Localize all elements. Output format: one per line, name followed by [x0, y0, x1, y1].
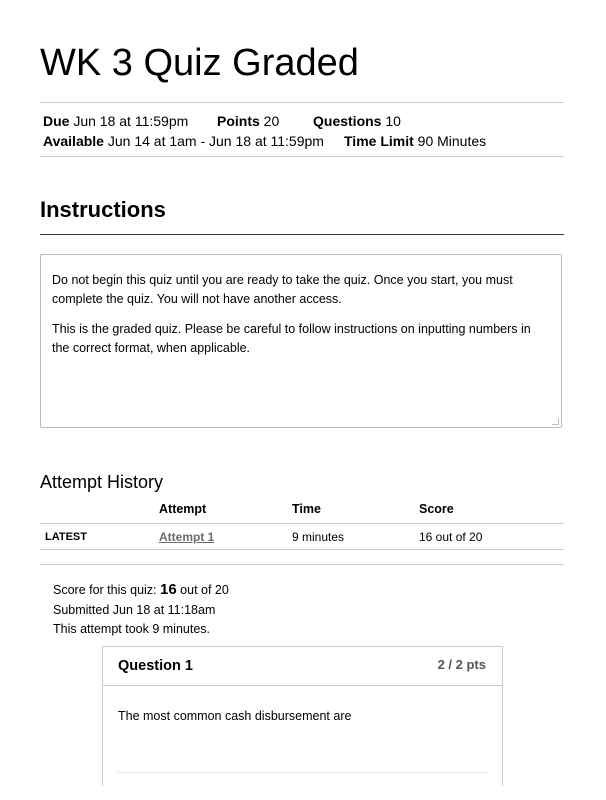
available-info — [43, 132, 324, 150]
question-card — [102, 646, 503, 786]
points-label: Points — [217, 113, 260, 129]
question-header — [103, 647, 502, 686]
divider — [40, 102, 564, 103]
divider — [40, 234, 564, 235]
due-value: Jun 18 at 11:59pm — [73, 113, 189, 129]
points-value: 20 — [263, 113, 280, 129]
attempt-history-table — [40, 502, 564, 550]
questions-info — [313, 112, 401, 130]
instructions-heading: Instructions — [40, 197, 166, 222]
score-value: 16 — [160, 581, 177, 598]
score-line — [53, 580, 229, 601]
page-title: WK 3 Quiz Graded — [40, 42, 359, 84]
questions-value: 10 — [385, 113, 401, 129]
time-limit-info — [344, 132, 486, 150]
score-suffix: out of 20 — [176, 583, 229, 597]
time-cell: 9 minutes — [292, 524, 419, 550]
available-label: Available — [43, 133, 104, 149]
divider — [117, 772, 488, 773]
score-prefix: Score for this quiz: — [53, 583, 160, 597]
submitted-line: Submitted Jun 18 at 11:18am — [53, 602, 216, 617]
latest-tag: LATEST — [40, 524, 159, 550]
question-text: The most common cash disbursement are — [118, 709, 352, 723]
time-limit-label: Time Limit — [344, 133, 414, 149]
attempt-cell — [159, 524, 292, 550]
column-header-time: Time — [292, 502, 419, 524]
attempt-history-heading: Attempt History — [40, 472, 164, 492]
duration-line: This attempt took 9 minutes. — [53, 622, 211, 636]
available-value: Jun 14 at 1am - Jun 18 at 11:59pm — [107, 133, 324, 149]
score-cell: 16 out of 20 — [419, 524, 564, 550]
divider — [40, 564, 564, 565]
column-header — [40, 502, 159, 524]
instructions-paragraph: This is the graded quiz. Please be careful to follow instructions on inputting numbers in the correct format, when applicable. — [52, 322, 531, 355]
attempt-link[interactable]: Attempt 1 — [159, 529, 215, 544]
instructions-paragraph: Do not begin this quiz until you are ready to take the quiz. Once you start, you must complete the quiz. You will not have another access. — [52, 273, 513, 306]
table-header-row — [40, 502, 564, 524]
instructions-box — [40, 254, 562, 428]
column-header-attempt: Attempt — [159, 502, 292, 524]
question-title: Question 1 — [118, 658, 193, 674]
column-header-score: Score — [419, 502, 564, 524]
quiz-summary — [53, 580, 229, 640]
due-info — [43, 112, 188, 130]
question-points: 2 / 2 pts — [437, 657, 486, 672]
points-info — [217, 112, 279, 130]
divider — [40, 156, 564, 157]
time-limit-value: 90 Minutes — [417, 133, 487, 149]
questions-label: Questions — [313, 113, 382, 129]
resize-handle-icon[interactable] — [552, 418, 559, 425]
table-row — [40, 524, 564, 550]
due-label: Due — [43, 113, 70, 129]
